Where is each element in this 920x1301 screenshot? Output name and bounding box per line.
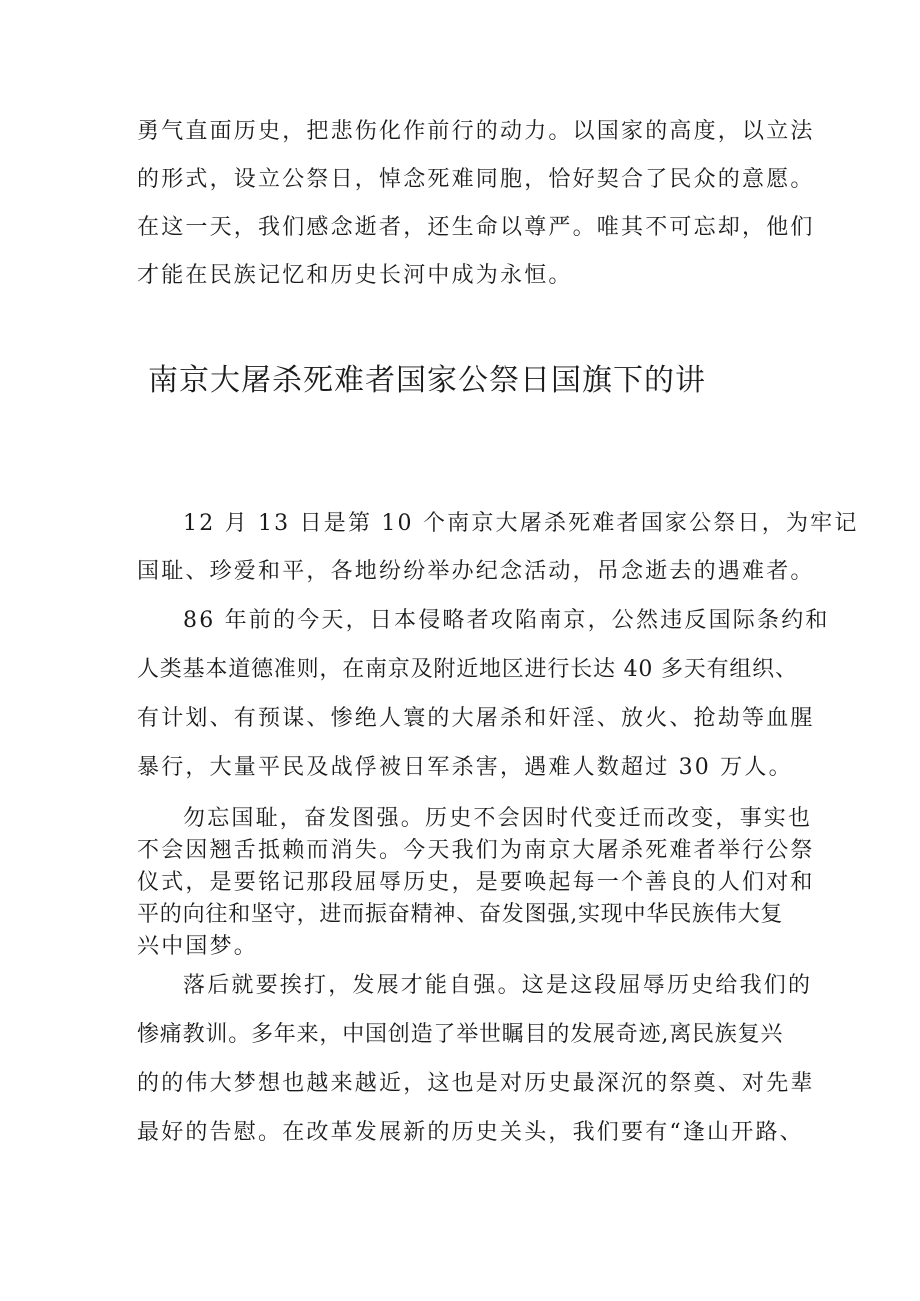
text-line: 暴行，大量平民及战俘被日军杀害，遇难人数超过 30 万人。 [137, 755, 793, 780]
text-line: 落后就要挨打，发展才能自强。这是这段屈辱历史给我们的 [183, 973, 813, 998]
text-line: 才能在民族记忆和历史长河中成为永恒。 [137, 263, 573, 288]
text-line: 的的伟大梦想也越来越近，这也是对历史最深沉的祭奠、对先辈 [137, 1071, 815, 1096]
text-line: 惨痛教训。多年来，中国创造了举世瞩目的发展奇迹,离民族复兴 [137, 1022, 784, 1047]
text-line: 在这一天，我们感念逝者，还生命以尊严。唯其不可忘却，他们 [137, 215, 815, 240]
text-line: 平的向往和坚守，进而振奋精神、奋发图强,实现中华民族伟大复 [137, 902, 784, 927]
text-line: 人类基本道德准则，在南京及附近地区进行长达 40 多天有组织、 [137, 657, 798, 682]
text-line: 勇气直面历史，把悲伤化作前行的动力。以国家的高度，以立法 [137, 119, 815, 144]
article-title: 南京大屠杀死难者国家公祭日国旗下的讲 [148, 363, 706, 398]
text-line: 有计划、有预谋、惨绝人寰的大屠杀和奸淫、放火、抢劫等血腥 [137, 706, 815, 731]
text-line: 12 月 13 日是第 10 个南京大屠杀死难者国家公祭日，为牢记 [183, 511, 859, 536]
text-line: 最好的告慰。在改革发展新的历史关头，我们要有“逢山开路、 [137, 1120, 804, 1145]
text-line: 不会因翘舌抵赖而消失。今天我们为南京大屠杀死难者举行公祭 [137, 838, 815, 863]
text-line: 的形式，设立公祭日，悼念死难同胞，恰好契合了民众的意愿。 [137, 167, 815, 192]
text-line: 国耻、珍爱和平，各地纷纷举办纪念活动，吊念逝去的遇难者。 [137, 559, 815, 584]
text-line: 勿忘国耻，奋发图强。历史不会因时代变迁而改变，事实也 [183, 806, 813, 831]
text-line: 兴中国梦。 [137, 934, 259, 959]
text-line: 86 年前的今天，日本侵略者攻陷南京，公然违反国际条约和 [183, 608, 830, 633]
text-line: 仪式，是要铭记那段屈辱历史，是要唤起每一个善良的人们对和 [137, 870, 815, 895]
